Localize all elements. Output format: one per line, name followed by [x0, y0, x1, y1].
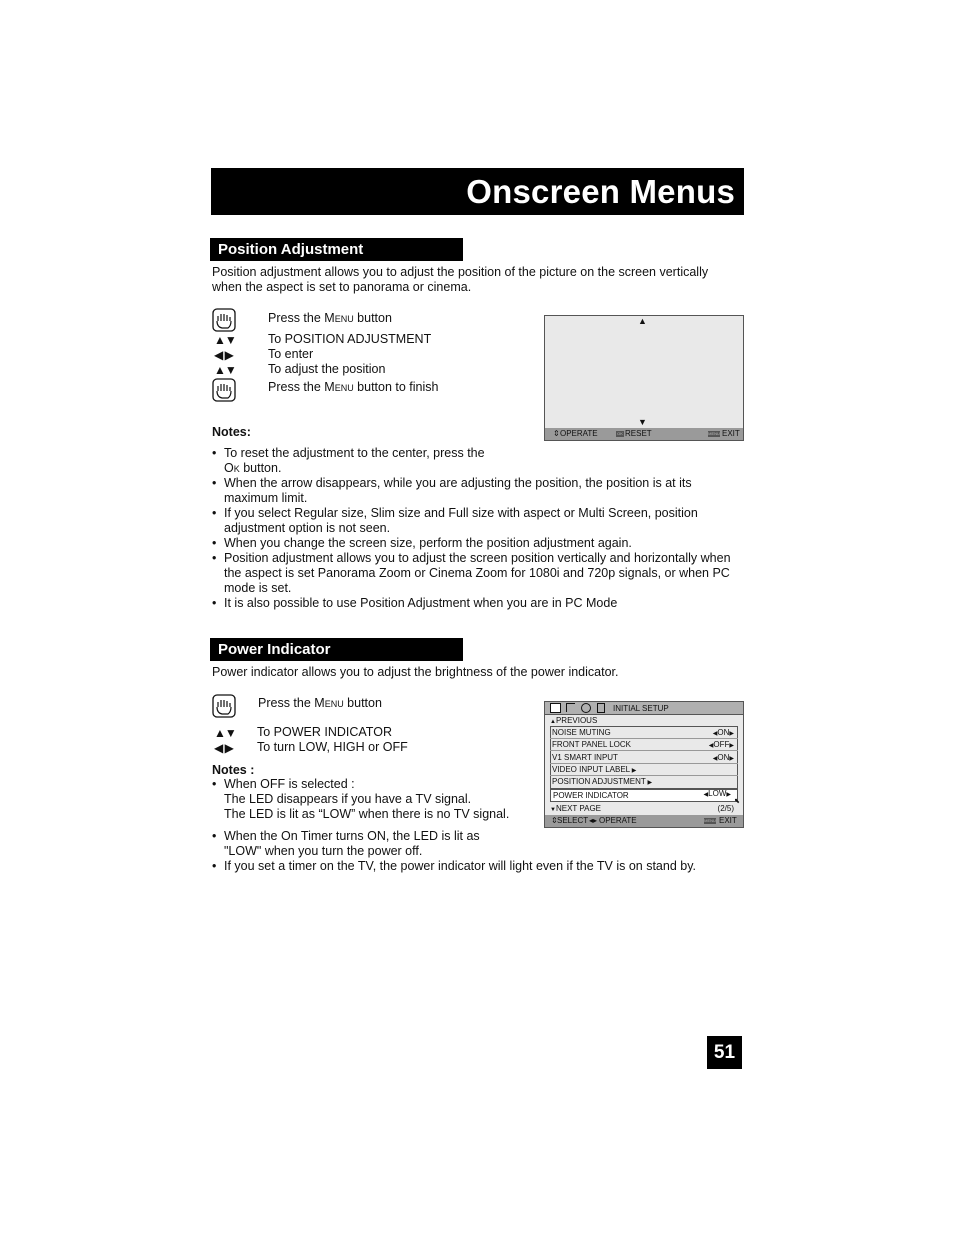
- page-title: Onscreen Menus: [466, 173, 735, 210]
- up-down-icon: ⇕: [553, 429, 560, 438]
- position-adjustment-screen: [544, 315, 744, 441]
- screen-footer: [545, 815, 743, 827]
- menu-badge: MENU: [704, 818, 716, 823]
- left-right-icon: ◂▸: [589, 816, 598, 825]
- cursor-icon: ⬉: [734, 798, 740, 805]
- menu-row-position-adjustment: POSITION ADJUSTMENT ▶: [552, 777, 653, 786]
- left-right-arrows-icon: ◀ ▶: [214, 741, 233, 755]
- power-step-1: Press the Menu button: [258, 696, 382, 710]
- hand-press-icon: [212, 694, 236, 718]
- list-item: • To reset the adjustment to the center, press the Ok button.: [212, 446, 752, 476]
- position-intro: [212, 265, 752, 295]
- power-notes-list-1: [212, 777, 542, 822]
- screen-tab-header: [545, 702, 743, 715]
- hand-press-icon: [212, 378, 236, 402]
- menu-row-v1-smart-input: V1 SMART INPUT ◀ON▶: [550, 752, 738, 764]
- list-item: • Position adjustment allows you to adjust the screen position vertically and horizontally when the aspect is set Panorama Zoom or Cinema Zoom for 1080i and 720p signals, or when PC mode is set.: [212, 551, 752, 596]
- ok-badge: OK: [617, 431, 623, 436]
- position-step-2: To POSITION ADJUSTMENT: [268, 332, 432, 346]
- exit-label: EXIT: [719, 816, 737, 825]
- power-step-3: To turn LOW, HIGH or OFF: [257, 740, 408, 754]
- list-item: • When the arrow disappears, while you are adjusting the position, the position is at its maximum limit.: [212, 476, 752, 506]
- list-item: • When OFF is selected : The LED disappears if you have a TV signal. The LED is lit as “LOW” when there is no TV signal.: [212, 777, 542, 822]
- list-item: • When the On Timer turns ON, the LED is lit as "LOW" when you turn the power off.: [212, 829, 752, 859]
- up-arrow-icon: ▲: [638, 316, 647, 326]
- hand-press-icon: [212, 308, 236, 332]
- list-item: • It is also possible to use Position Adjustment when you are in PC Mode: [212, 596, 752, 611]
- position-step-1: Press the Menu button: [268, 311, 392, 325]
- menu-row-noise-muting: NOISE MUTING ◀ON▶: [550, 727, 738, 739]
- position-notes-heading: Notes:: [212, 425, 251, 439]
- initial-setup-screen: [544, 701, 744, 828]
- section-heading-position: [210, 238, 463, 261]
- screen-header-label: INITIAL SETUP: [613, 704, 669, 713]
- power-intro: Power indicator allows you to adjust the brightness of the power indicator.: [212, 665, 619, 679]
- list-item: • If you select Regular size, Slim size and Full size with aspect or Multi Screen, position adjustment option is not seen.: [212, 506, 752, 536]
- menu-row-power-indicator-highlight: [550, 789, 738, 802]
- picture-tab-icon: [566, 703, 575, 712]
- menu-row-next-page: ▼NEXT PAGE (2/5): [550, 804, 734, 813]
- position-intro-line1: Position adjustment allows you to adjust the position of the picture on the screen vertically: [212, 265, 709, 279]
- left-right-arrows-icon: ◀ ▶: [214, 348, 233, 362]
- clock-tab-icon: [581, 703, 591, 713]
- menu-row-previous: ▲PREVIOUS: [550, 716, 598, 725]
- up-down-arrows-icon: ▲▼: [214, 726, 236, 740]
- position-notes-list: [212, 446, 752, 611]
- menu-row-front-panel-lock: FRONT PANEL LOCK ◀OFF▶: [550, 739, 738, 751]
- screen-footer: [545, 428, 743, 440]
- page-title-bar: [211, 168, 744, 215]
- down-arrow-icon: ▼: [638, 417, 647, 427]
- up-down-icon: ⇕: [551, 816, 558, 825]
- up-down-arrows-icon: ▲▼: [214, 363, 236, 377]
- list-item: • If you set a timer on the TV, the power indicator will light even if the TV is on stand by.: [212, 859, 752, 874]
- operate-label: OPERATE: [599, 816, 637, 825]
- section-heading-position-text: Position Adjustment: [218, 241, 364, 258]
- tv-tab-icon: [550, 703, 561, 713]
- operate-label: OPERATE: [560, 429, 598, 438]
- position-step-4: To adjust the position: [268, 362, 386, 376]
- page-number: 51: [707, 1036, 742, 1069]
- power-indicator-value: ◀LOW▶: [703, 789, 731, 798]
- menu-row-video-input-label: VIDEO INPUT LABEL ▶: [550, 764, 738, 776]
- position-step-5: Press the Menu button to finish: [268, 380, 439, 394]
- power-notes-heading: Notes :: [212, 763, 255, 777]
- position-step-3: To enter: [268, 347, 314, 361]
- lock-tab-icon: [597, 703, 605, 713]
- section-heading-power: [210, 638, 463, 661]
- exit-label: EXIT: [722, 429, 740, 438]
- up-down-arrows-icon: ▲▼: [214, 333, 236, 347]
- power-indicator-label: POWER INDICATOR: [553, 791, 629, 800]
- list-item: • When you change the screen size, perform the position adjustment again.: [212, 536, 752, 551]
- section-heading-power-text: Power Indicator: [218, 641, 331, 658]
- position-intro-line2: when the aspect is set to panorama or cinema.: [212, 280, 472, 294]
- select-label: SELECT: [557, 816, 589, 825]
- reset-label: RESET: [625, 429, 652, 438]
- power-step-2: To POWER INDICATOR: [257, 725, 392, 739]
- power-notes-list-2: [212, 829, 752, 874]
- page-count: (2/5): [717, 804, 734, 813]
- menu-badge: MENU: [708, 431, 720, 436]
